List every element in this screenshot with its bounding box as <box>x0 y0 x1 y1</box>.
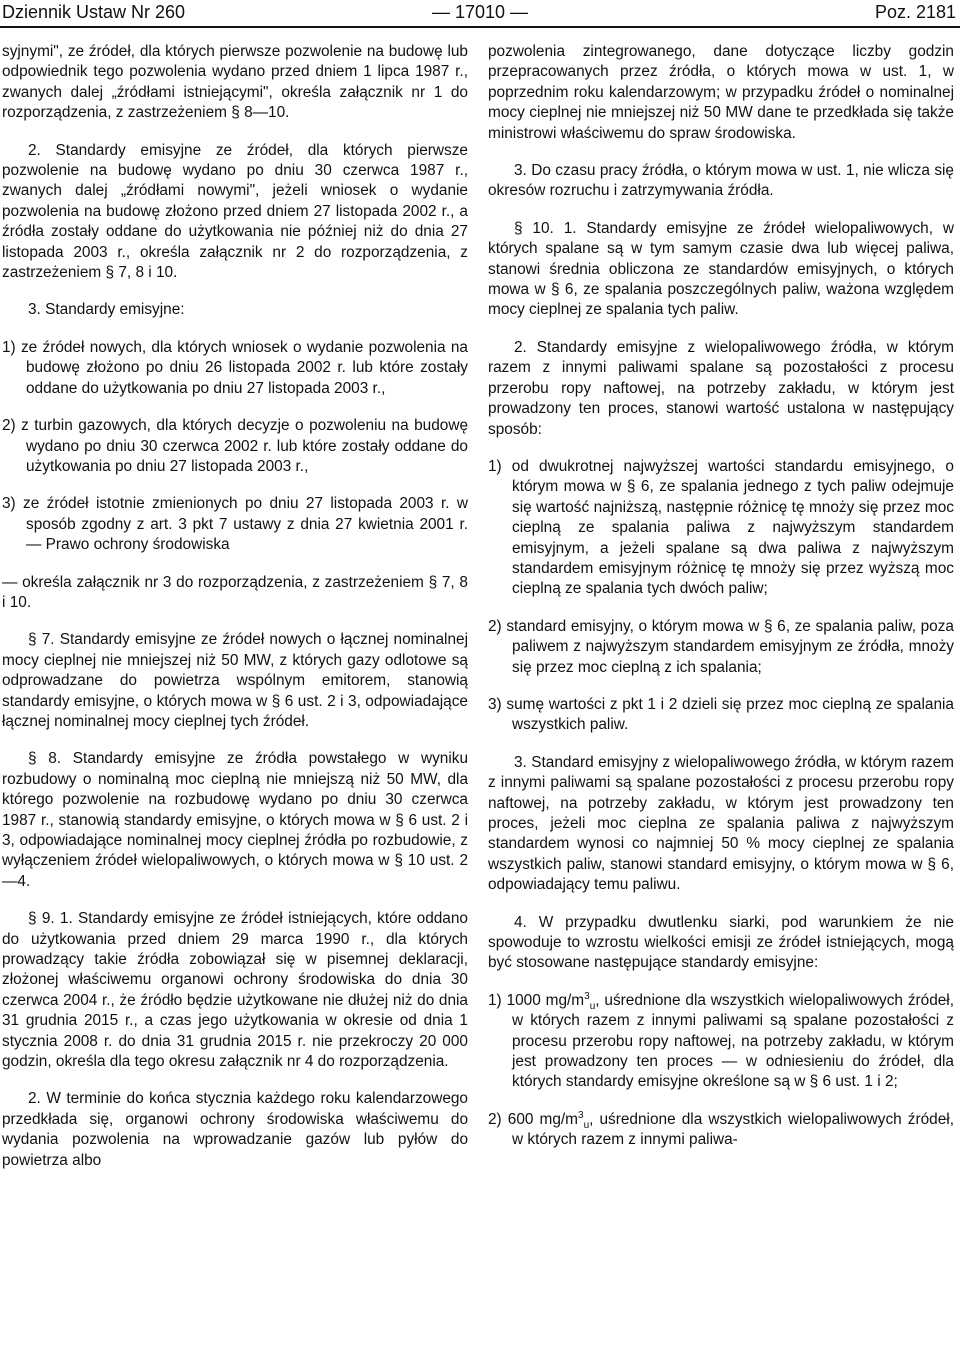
superscript: 3 <box>584 990 590 1002</box>
list-item <box>488 991 954 1093</box>
paragraph: 3. Standard emisyjny z wielopaliwowego źródła, w którym razem z innymi paliwami są spalane pozostałości z procesu przerobu ropy naftowej, na potrzeby zakładu, w którym jest prowadzony ten proces, jeżeli moc cieplna ze spalania paliwa z najwyższym standardem wynosi co najmniej 50 % mocy cieplnej ze spalania wszystkich paliw, stanowi standard emisyjny, o którym mowa w § 6, odpowiadający temu paliwu. <box>488 753 954 894</box>
list-item: 1) od dwukrotnej najwyższej wartości standardu emisyjnego, o którym mowa w § 6, ze spalania jednego z tych paliw odejmuje się wartość najniższą, następnie różnicę tę mnoży się przez moc cieplną ze spalania paliwa z najwyższym standardem emisyjnym, a jeżeli spalane są dwa paliwa z najwyższym standardem emisyjnym różnicę tę mnoży się przez wyższą moc cieplną ze spalania tych dwóch paliw; <box>488 457 954 598</box>
superscript: 3 <box>578 1109 584 1121</box>
page-number: — 17010 — <box>431 2 529 22</box>
subscript: u <box>583 1119 590 1131</box>
paragraph: syjnymi", ze źródeł, dla których pierwsze pozwolenie na budowę lub odpowiednik tego pozwolenia wydano przed dniem 1 lipca 1987 r., zwanych dalej „źródłami istniejącymi", określa załącznik nr 1 do rozporządzenia, z zastrzeżeniem § 8—10. <box>2 43 468 122</box>
page-header <box>0 0 960 28</box>
header-rule <box>0 26 960 28</box>
paragraph: § 10. 1. Standardy emisyjne ze źródeł wielopaliwowych, w których spalane są w tym samym czasie dwa lub więcej paliwa, stanowi średnia obliczona ze standardów emisyjnych, o których mowa w § 6, ze spalania poszczególnych paliw, ważona względem mocy cieplnej ze spalania tych paliw. <box>488 219 954 319</box>
subscript: u <box>589 1000 596 1012</box>
paragraph: 2. Standardy emisyjne z wielopaliwowego źródła, w którym razem z innymi paliwami spalane są pozostałości z procesu przerobu ropy naftowej, na potrzeby zakładu, w którym jest prowadzony ten proces, stanowi wartość ustalona w następujący sposób: <box>488 338 954 438</box>
paragraph: § 9. 1. Standardy emisyjne ze źródeł istniejących, które oddano do użytkowania przed dniem 29 marca 1990 r., dla których prowadzący takie źródła zobowiązał się w pisemnej deklaracji, złożonej właściwemu organowi ochrony środowiska do dnia 30 czerwca 2004 r., że źródło będzie użytkowane nie dłużej niż do dnia 31 grudnia 2015 r., a czas jego użytkowania w okresie od dnia 1 stycznia 2008 r. do dnia 31 grudnia 2015 r. nie przekroczy 20 000 godzin, określa dla tego okresu załącznik nr 4 do rozporządzenia. <box>2 910 468 1071</box>
paragraph: § 7. Standardy emisyjne ze źródeł nowych o łącznej nominalnej mocy cieplnej nie mniejszej niż 50 MW, z których gazy odlotowe są odprowadzane do powietrza wspólnym emitorem, stanowią standardy emisyjne, o których mowa w § 6 ust. 2 i 3, odpowiadające łącznej nominalnej mocy cieplnej tych źródeł. <box>2 631 468 730</box>
paragraph: 3. Do czasu pracy źródła, o którym mowa w ust. 1, nie wlicza się okresów rozruchu i zatrzymywania źródła. <box>488 162 954 200</box>
left-column <box>2 42 468 1171</box>
position-number: Poz. 2181 <box>874 2 956 22</box>
item-prefix: 2) 600 mg/m <box>488 1110 578 1128</box>
right-column <box>488 42 954 1151</box>
paragraph: 2. Standardy emisyjne ze źródeł, dla których pierwsze pozwolenie na budowę wydano po dniu 30 czerwca 1987 r., zwanych dalej „źródłami nowymi", jeżeli wniosek o wydanie pozwolenia na budowę złożono przed dniem 27 listopada 2002 r., a źródła zostały oddane do użytkowania nie później niż do dnia 27 listopada 2003 r., określa załącznik nr 2 do rozporządzenia, z zastrzeżeniem § 7, 8 i 10. <box>2 141 468 282</box>
item-text: , uśrednione dla wszystkich wielopaliwowych źródeł, w których razem z innymi paliwami są spalane pozostałości z procesu przerobu ropy naftowej, na potrzeby zakładu, w którym jest prowadzony ten proces — w odniesieniu do źródeł, dla których standardy emisyjne określone są w § 6 ust. 1 i 2; <box>512 991 955 1091</box>
list-item: 3) ze źródeł istotnie zmienionych po dniu 27 listopada 2003 r. w sposób zgodny z art. 3 pkt 7 ustawy z dnia 27 kwietnia 2001 r. — Prawo ochrony środowiska <box>2 495 468 554</box>
paragraph: 3. Standardy emisyjne: <box>28 301 185 319</box>
paragraph: 4. W przypadku dwutlenku siarki, pod warunkiem że nie spowoduje to wzrostu wielkości emisji ze źródeł istniejących, mogą być stosowane następujące standardy emisyjne: <box>488 913 954 972</box>
journal-title: Dziennik Ustaw Nr 260 <box>2 2 186 22</box>
list-item: 2) standard emisyjny, o którym mowa w § 6, ze spalania paliw, poza paliwem z najwyższym standardem emisyjnym ze źródła, mnoży się przez moc cieplną z ich spalania; <box>488 617 954 676</box>
list-item <box>488 1110 954 1151</box>
list-item: 2) z turbin gazowych, dla których decyzje o pozwoleniu na budowę wydano po dniu 30 czerwca 2002 r. lub które zostały oddane do użytkowania po dniu 27 listopada 2003 r., <box>2 417 468 475</box>
list-item: 1) ze źródeł nowych, dla których wniosek o wydanie pozwolenia na budowę złożono po dniu 26 listopada 2002 r. lub które zostały oddane do użytkowania po dniu 27 listopada 2003 r., <box>2 338 468 397</box>
paragraph: pozwolenia zintegrowanego, dane dotyczące liczby godzin przepracowanych przez źródła, o których mowa w ust. 1, w poprzednim roku kalendarzowym; w przypadku źródeł o nominalnej mocy cieplnej nie mniejszej niż 50 MW dane te przedkłada się także ministrowi właściwemu do spraw środowiska. <box>488 43 954 142</box>
item-prefix: 1) 1000 mg/m <box>488 991 585 1009</box>
paragraph: § 8. Standardy emisyjne ze źródła powstałego w wyniku rozbudowy o nominalną moc cieplną nie mniejszą niż 50 MW, dla którego pozwolenie na rozbudowę wydano po dniu 30 czerwca 1987 r., stanowią standardy emisyjne, o których mowa w § 6 ust. 2 i 3, odpowiadające nominalnej mocy cieplnej źródła po rozbudowie, z wyłączeniem źródeł wielopaliwowych, o których mowa w § 10 ust. 2—4. <box>2 750 468 890</box>
paragraph: 2. W terminie do końca stycznia każdego roku kalendarzowego przedkłada się, organowi ochrony środowiska właściwemu do wydania pozwolenia na wprowadzanie gazów lub pyłów do powietrza albo <box>2 1090 468 1169</box>
item-text: , uśrednione dla wszystkich wielopaliwowych źródeł, w których razem z innymi paliwa- <box>512 1110 954 1149</box>
list-item: 3) sumę wartości z pkt 1 i 2 dzieli się przez moc cieplną ze spalania wszystkich paliw. <box>488 695 954 734</box>
paragraph: — określa załącznik nr 3 do rozporządzenia, z zastrzeżeniem § 7, 8 i 10. <box>2 573 468 611</box>
